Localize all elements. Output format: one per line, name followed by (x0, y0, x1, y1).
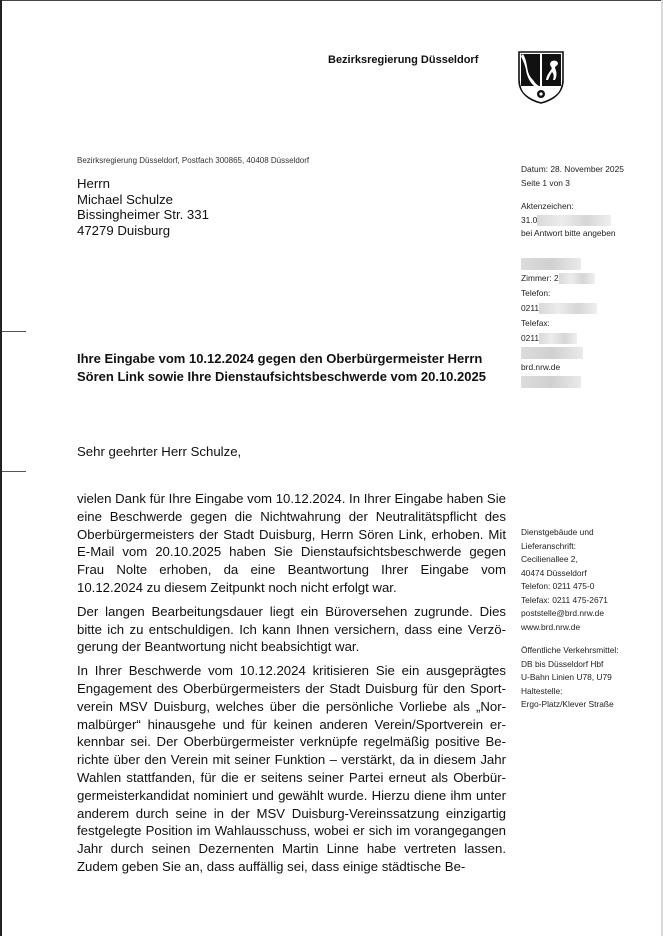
transit-line: U-Bahn Linien U78, U79 (521, 672, 612, 682)
office-line: Cecilienallee 2, (521, 554, 578, 564)
letter-body (77, 490, 506, 882)
sidebar-contact-block (521, 257, 597, 389)
fold-mark-upper (2, 331, 26, 332)
file-reference-value: 31.0 (521, 214, 538, 225)
fax-value: 0211 (521, 333, 540, 343)
body-paragraph: In Ihrer Beschwerde vom 10.12.2024 kritisieren Sie ein ausgeprägtes Engagement des Oberbürgermeisters der Stadt Duisburg für den Sportverein MSV Duisburg, welches über die persönliche Vorliebe als „Normalbürger“ hinausgehe und für keinen anderen Verein/Sportverein erkennbar sei. Der Oberbürgermeister verknüpfe regelmäßig positive Berichte über den Verein mit seiner Funktion – verstärkt, da in diesem Jahr Wahlen stattfanden, für die er seitens seiner Partei erneut als Oberbürgermeisterkandidat nominiert und gewählt wurde. Hierzu diene ihm unter anderem durch seine in der MSV Duisburg-Vereinssatzung einzigartig festgelegte Position im Wahlausschuss, wobei er sich im vorangegangen Jahr durch seinen Dezernenten Martin Linne habe vertreten lassen. Zudem geben Sie an, dass auffällig sei, dass einige städtische Be- (77, 663, 506, 874)
redacted-text (521, 258, 581, 270)
email-domain: brd.nrw.de (521, 362, 561, 372)
phone-value: 0211 (521, 303, 540, 313)
page-count: Seite 1 von 3 (521, 177, 570, 188)
transit-line: DB bis Düsseldorf Hbf (521, 658, 604, 669)
sidebar-office-block (521, 526, 619, 712)
recipient-name: Michael Schulze (77, 191, 174, 207)
recipient-address (77, 176, 209, 238)
redacted-text (539, 303, 597, 314)
office-line: Telefon: 0211 475-0 (521, 581, 595, 591)
nrw-coat-of-arms-icon (517, 50, 565, 104)
phone-row (521, 301, 597, 316)
subject-line-2: Sören Link sowie Ihre Dienstaufsichtsbeschwerde vom 20.10.2025 (77, 369, 486, 384)
page-edge-top (0, 0, 663, 1)
office-email: poststelle@brd.nrw.de (521, 608, 604, 618)
return-address: Bezirksregierung Düsseldorf, Postfach 300865, 40408 Düsseldorf (77, 156, 310, 165)
subject-line-1: Ihre Eingabe vom 10.12.2024 gegen den Oberbürgermeister Herrn (77, 351, 483, 366)
recipient-salutation: Herrn (77, 176, 110, 191)
file-reference-label: Aktenzeichen: (521, 201, 574, 211)
redacted-text (521, 376, 581, 388)
transit-line: Haltestelle: (521, 685, 563, 696)
office-line: 40474 Düsseldorf (521, 567, 587, 578)
sidebar-reference-block (521, 163, 624, 241)
transit-line: Ergo-Platz/Klever Straße (521, 699, 614, 709)
redacted-text (537, 215, 611, 226)
office-line: Dienstgebäude und (521, 527, 594, 537)
file-reference-note: bei Antwort bitte angeben (521, 228, 616, 238)
letter-date: Datum: 28. November 2025 (521, 164, 624, 174)
redacted-text (559, 273, 595, 284)
transit-line: Öffentliche Verkehrsmittel: (521, 645, 619, 655)
agency-name: Bezirksregierung Düsseldorf (328, 54, 479, 66)
office-line: Telefax: 0211 475-2671 (521, 594, 608, 605)
redacted-text (521, 347, 583, 359)
recipient-city: 47279 Duisburg (77, 222, 171, 238)
redacted-text (539, 333, 577, 344)
body-paragraph: vielen Dank für Ihre Eingabe vom 10.12.2024. In Ihrer Eingabe haben Sie eine Beschwerde gegen die Nichtwahrung der Neutralitätspflicht des Oberbürgermeisters der Stadt Duisburg, Herrn Sören Link, erhoben. Mit E-Mail vom 20.10.2025 haben Sie Dienstaufsichtsbeschwerde gegen Frau Nolte erhoben, da eine Beantwortung Ihrer Eingabe vom 10.12.2024 zu diesem Zeitpunkt noch nicht erfolgt war. (77, 491, 506, 595)
file-reference-row (521, 214, 624, 228)
letter-salutation: Sehr geehrter Herr Schulze, (77, 444, 242, 459)
office-website: www.brd.nrw.de (521, 621, 581, 632)
room-row (521, 271, 597, 286)
body-paragraph: Der langen Bearbeitungsdauer liegt ein Büroversehen zugrunde. Dies bitte ich zu entschuldigen. Ich kann Ihnen versichern, dass eine Verzögerung der Beantwortung nicht beabsichtigt war. (77, 603, 506, 655)
letter-subject (77, 350, 507, 386)
fax-row (521, 331, 597, 346)
phone-label: Telefon: (521, 288, 551, 298)
room-number: Zimmer: 2 (521, 273, 559, 283)
fax-label: Telefax: (521, 318, 550, 328)
recipient-street: Bissingheimer Str. 331 (77, 207, 209, 222)
punch-mark (2, 471, 26, 472)
office-line: Lieferanschrift: (521, 540, 576, 551)
page-edge-left (0, 0, 2, 936)
